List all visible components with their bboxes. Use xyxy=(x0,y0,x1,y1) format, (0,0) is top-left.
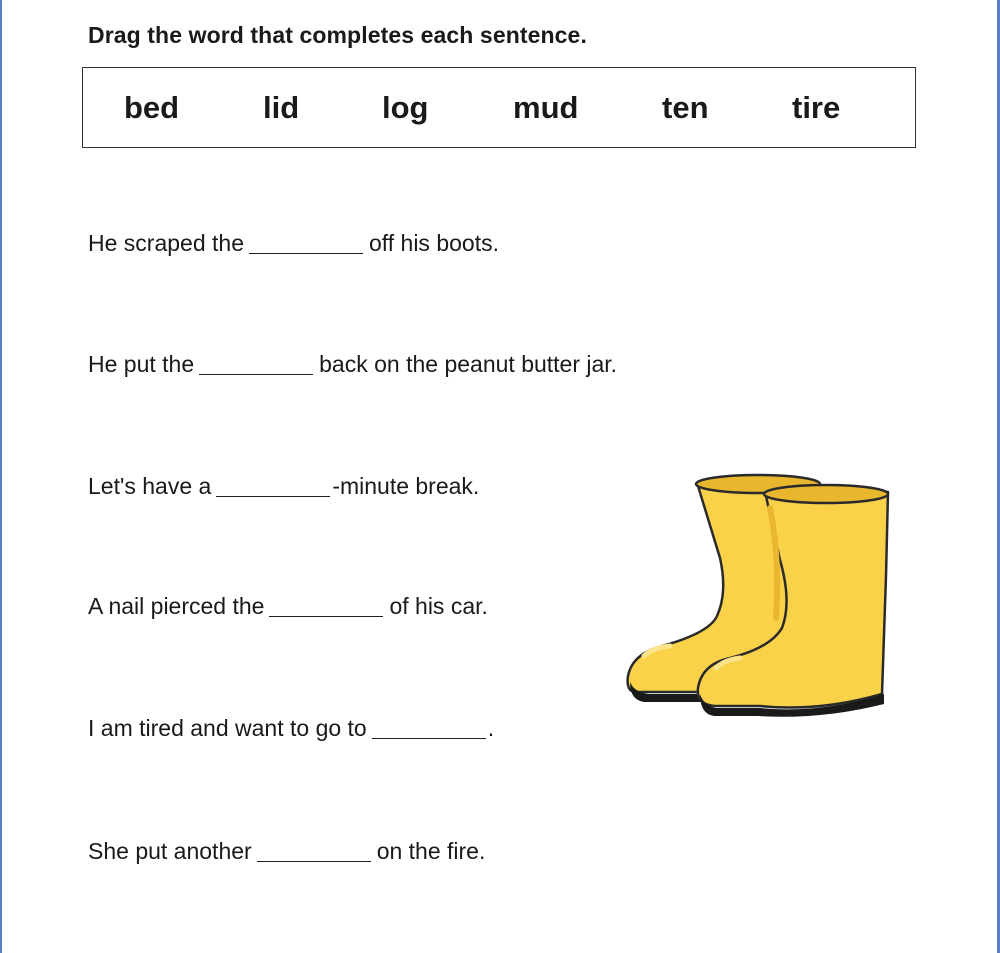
answer-blank-3[interactable] xyxy=(216,476,330,497)
answer-blank-1[interactable] xyxy=(249,233,363,254)
sentence-text: He scraped the xyxy=(88,230,244,256)
rain-boots-icon xyxy=(620,468,895,718)
sentence-4 xyxy=(88,593,488,620)
sentence-text: on the fire. xyxy=(376,838,486,864)
sentence-text: of his car. xyxy=(389,593,488,619)
sentence-5 xyxy=(88,715,494,742)
answer-blank-6[interactable] xyxy=(257,841,371,862)
word-tile-ten[interactable]: ten xyxy=(662,90,709,125)
word-tile-tire[interactable]: tire xyxy=(792,90,841,125)
word-tile-mud[interactable]: mud xyxy=(513,90,579,125)
sentence-6 xyxy=(88,838,485,865)
sentence-text: . xyxy=(487,715,495,741)
sentence-1 xyxy=(88,230,499,257)
sentence-text: back on the peanut butter jar. xyxy=(319,351,618,377)
word-bank xyxy=(82,67,916,148)
sentence-text: I am tired and want to go to xyxy=(88,715,367,741)
sentence-text: He put the xyxy=(88,351,195,377)
sentence-text: -minute break. xyxy=(332,473,480,499)
answer-blank-2[interactable] xyxy=(199,354,313,375)
sentence-text: She put another xyxy=(88,838,252,864)
frame-left-border xyxy=(0,0,2,953)
word-tile-lid[interactable]: lid xyxy=(263,90,300,125)
instructions: Drag the word that completes each sentence. xyxy=(88,22,587,48)
sentence-text: A nail pierced the xyxy=(88,593,265,619)
sentence-3 xyxy=(88,473,479,500)
word-tile-log[interactable]: log xyxy=(382,90,429,125)
sentence-text: Let's have a xyxy=(88,473,212,499)
answer-blank-5[interactable] xyxy=(372,718,486,739)
sentence-2 xyxy=(88,351,617,378)
sentence-text: off his boots. xyxy=(368,230,499,256)
answer-blank-4[interactable] xyxy=(269,596,383,617)
word-tile-bed[interactable]: bed xyxy=(124,90,180,125)
